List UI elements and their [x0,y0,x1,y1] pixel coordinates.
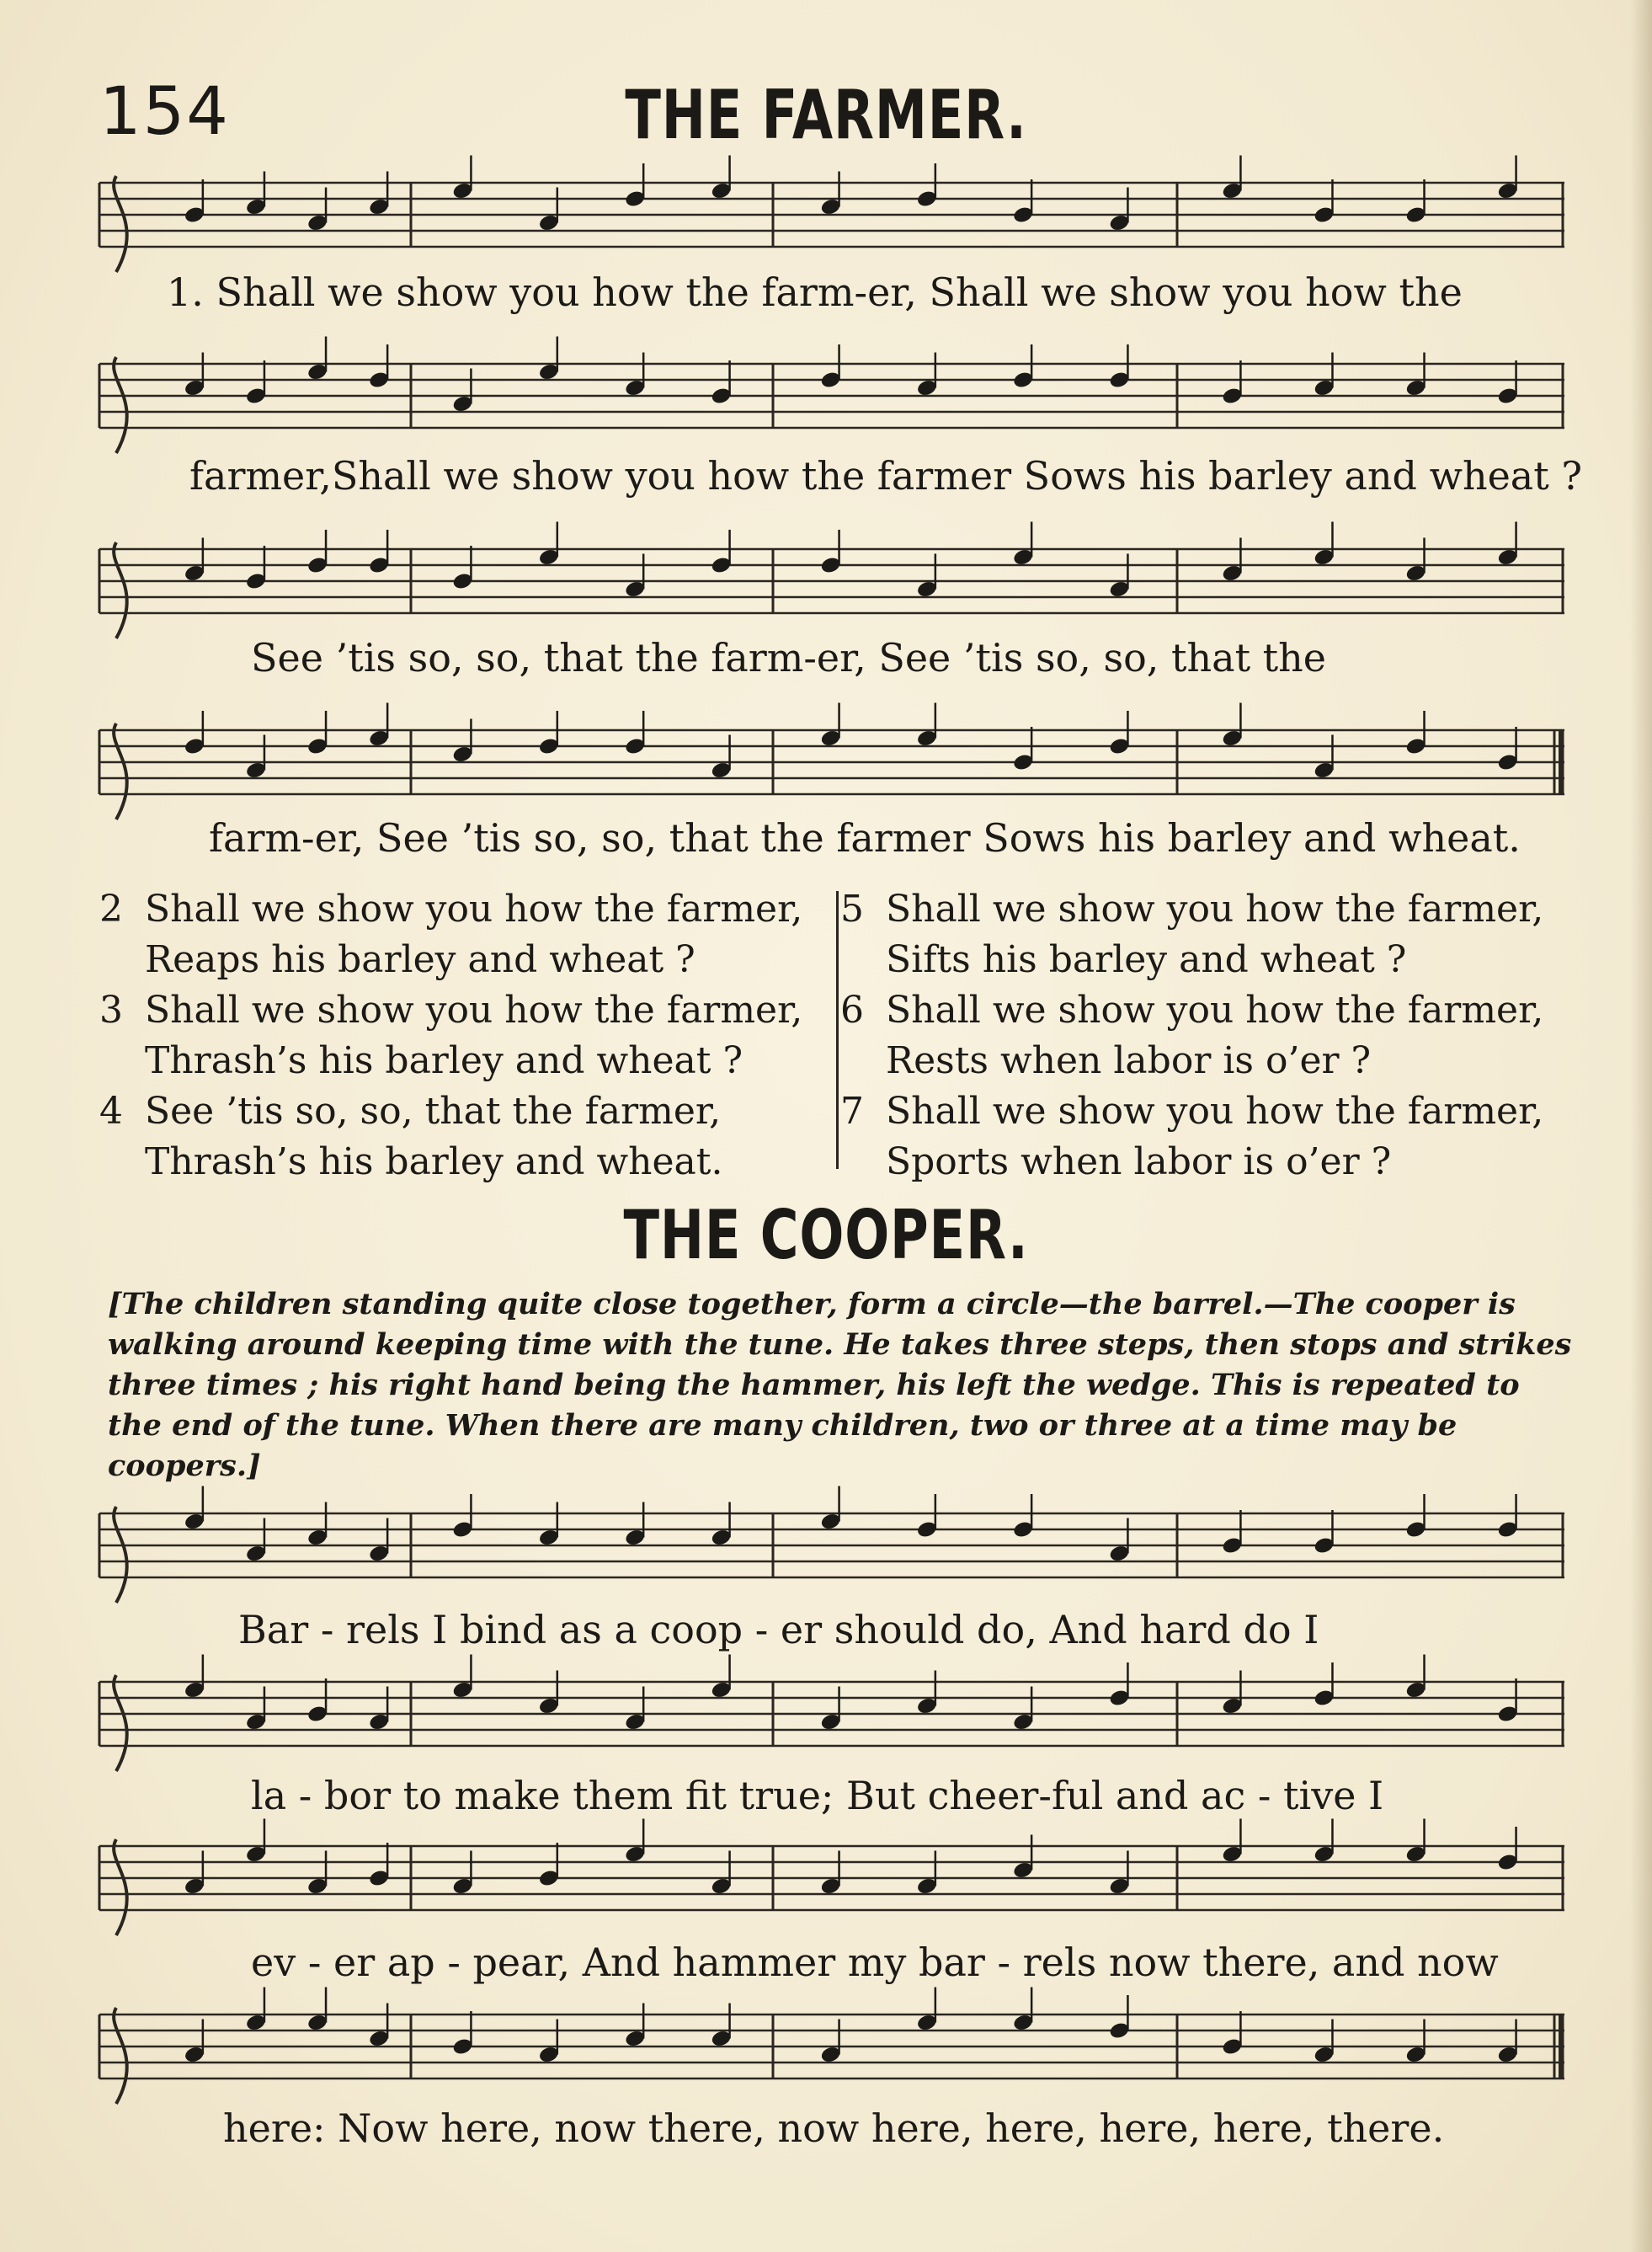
staff-graphic [99,173,1564,265]
farmer-staff-3 [99,539,1564,632]
cooper-lyric-line-3: ev - er ap - pear, And hammer my bar - rels now there, and now [251,1940,1499,1985]
song-title-farmer: THE FARMER. [625,76,1027,154]
cooper-lyric-line-2: la - bor to make them fit true; But cheer-ful and ac - tive I [251,1773,1384,1818]
verse-number: 4 [99,1090,123,1133]
verse-line: Shall we show you how the farmer, [886,1090,1544,1133]
staff-graphic [99,539,1564,632]
verse-7 [840,1086,1564,1187]
farmer-lyric-line-1: 1. Shall we show you how the farm-er, Shall we show you how the [167,269,1463,315]
verse-3 [99,985,823,1086]
cooper-staff-1 [99,1503,1564,1596]
verse-number: 3 [99,989,123,1032]
verse-line: Shall we show you how the farmer, [886,888,1544,931]
farmer-staff-4 [99,720,1564,813]
verse-6 [840,985,1564,1086]
cooper-staff-4 [99,2004,1564,2097]
cooper-lyric-line-4: here: Now here, now there, now here, here, here, here, there. [223,2105,1445,2151]
staff-graphic [99,1836,1564,1929]
staff-graphic [99,720,1564,813]
verse-line: Shall we show you how the farmer, [145,888,803,931]
verse-5 [840,884,1564,985]
cooper-lyric-line-1: Bar - rels I bind as a coop - er should do, And hard do I [238,1607,1319,1652]
farmer-staff-2 [99,354,1564,446]
verse-line: Rests when labor is o’er ? [886,1039,1372,1082]
verse-4 [99,1086,823,1187]
staff-graphic [99,1672,1564,1764]
verses-left-column [99,884,823,1187]
cooper-instructions: [The children standing quite close together, form a circle—the barrel.—The cooper is walking around keeping time with the tune. He takes three steps, then stops and strikes three times ; his right hand being the hammer, his left the wedge. This is repeated to the end of the tune. When there are many children, two or three at a time may be coopers.] [108,1287,1572,1483]
verse-line: Shall we show you how the farmer, [145,989,803,1032]
cooper-staff-2 [99,1672,1564,1764]
farmer-lyric-line-4: farm-er, See ’tis so, so, that the farmer Sows his barley and wheat. [209,815,1521,861]
verse-line: Thrash’s his barley and wheat ? [145,1039,743,1082]
verse-number: 7 [840,1090,864,1133]
staff-graphic [99,354,1564,446]
cooper-staff-3 [99,1836,1564,1929]
verse-2 [99,884,823,985]
verse-line: Sifts his barley and wheat ? [886,938,1407,981]
verse-line: Reaps his barley and wheat ? [145,938,695,981]
page-number: 154 [99,74,230,150]
verse-number: 5 [840,888,864,931]
farmer-lyric-line-3: See ’tis so, so, that the farm-er, See ’tis so, so, that the [251,635,1327,680]
verse-line: See ’tis so, so, that the farmer, [145,1090,722,1133]
verse-number: 6 [840,989,864,1032]
verses-right-column [840,884,1564,1187]
staff-graphic [99,1503,1564,1596]
verse-line: Thrash’s his barley and wheat. [145,1140,723,1183]
page-edge-shadow [1630,0,1652,2252]
verse-line: Shall we show you how the farmer, [886,989,1544,1032]
farmer-staff-1 [99,173,1564,265]
farmer-lyric-line-2: farmer,Shall we show you how the farmer Sows his barley and wheat ? [189,453,1583,499]
song-title-cooper: THE COOPER. [623,1196,1029,1274]
verse-divider [836,891,839,1169]
verse-number: 2 [99,888,123,931]
farmer-verses [99,884,1564,1187]
staff-graphic [99,2004,1564,2097]
verse-line: Sports when labor is o’er ? [886,1140,1392,1183]
